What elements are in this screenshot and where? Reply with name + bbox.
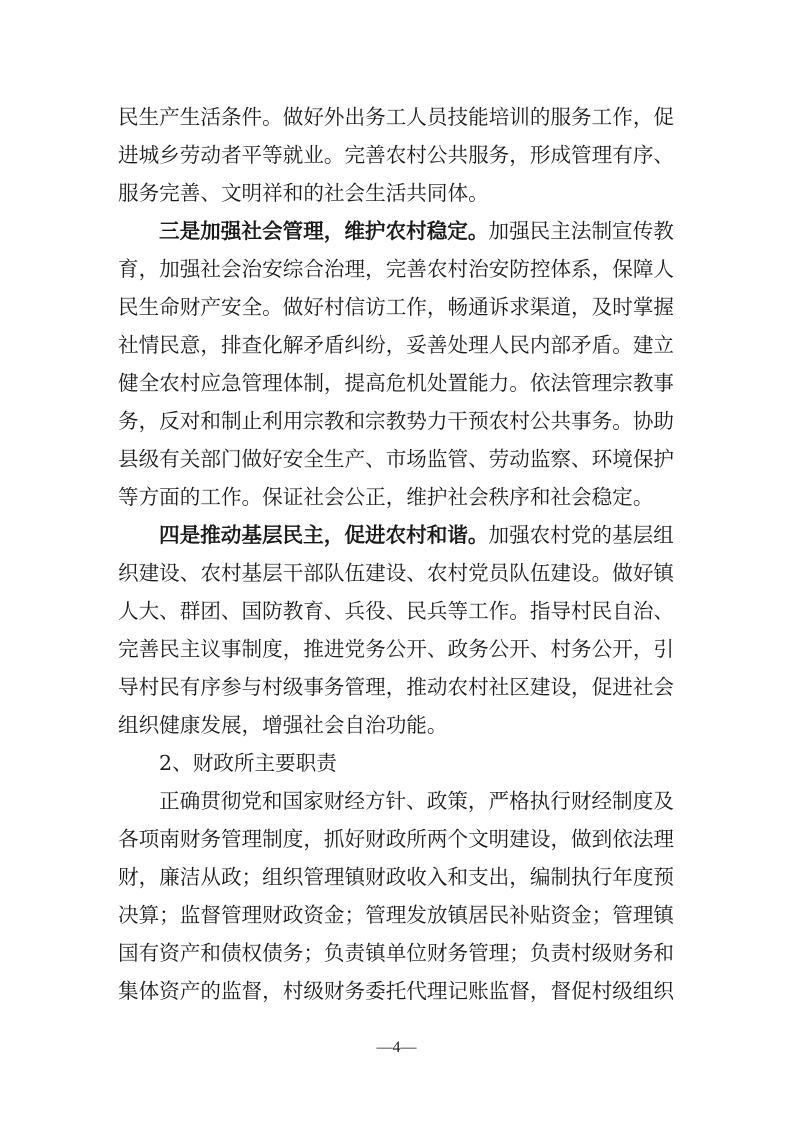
paragraph-stability-text: 加强民主法制宣传教: [488, 219, 674, 243]
page-number: —4—: [376, 1039, 417, 1056]
text-line-20: 各项南财务管理制度，抓好财政所两个文明建设，做到依法理: [118, 827, 675, 851]
text-line-3: 服务完善、文明祥和的社会生活共同体。: [118, 181, 489, 205]
text-line-7: 社情民意，排查化解矛盾纠纷，妥善处理人民内部矛盾。建立: [118, 333, 675, 357]
text-line-10: 县级有关部门做好安全生产、市场监管、劳动监察、环境保护: [118, 447, 675, 471]
section-heading-finance-office: 2、财政所主要职责: [159, 751, 337, 775]
paragraph-heading-stability: 三是加强社会管理，维护农村稳定。: [159, 219, 489, 243]
paragraph-stability-first-line: [118, 212, 678, 250]
text-line-24: 集体资产的监督，村级财务委托代理记账监督，督促村级组织: [118, 979, 675, 1003]
document-body: [118, 98, 678, 1010]
text-line-16: 导村民有序参与村级事务管理，推动农村社区建设，促进社会: [118, 675, 675, 699]
text-line-23: 国有资产和债权债务；负责镇单位财务管理；负责村级财务和: [118, 941, 675, 965]
text-line-9: 务，反对和制止利用宗教和宗教势力干预农村公共事务。协助: [118, 409, 675, 433]
text-line-15: 完善民主议事制度，推进党务公开、政务公开、村务公开，引: [118, 637, 675, 661]
text-line-22: 决算；监督管理财政资金；管理发放镇居民补贴资金；管理镇: [118, 903, 675, 927]
paragraph-democracy-first-line: [118, 516, 678, 554]
text-line-13: 织建设、农村基层干部队伍建设、农村党员队伍建设。做好镇: [118, 561, 675, 585]
paragraph-democracy-text: 加强农村党的基层组: [488, 523, 674, 547]
text-line-2: 进城乡劳动者平等就业。完善农村公共服务，形成管理有序、: [118, 143, 675, 167]
text-line-8: 健全农村应急管理体制，提高危机处置能力。依法管理宗教事: [118, 371, 675, 395]
text-line-19: 正确贯彻党和国家财经方针、政策，严格执行财经制度及: [159, 789, 674, 813]
text-line-21: 财，廉洁从政；组织管理镇财政收入和支出，编制执行年度预: [118, 865, 675, 889]
text-line-5: 育，加强社会治安综合治理，完善农村治安防控体系，保障人: [118, 257, 675, 281]
paragraph-heading-democracy: 四是推动基层民主，促进农村和谐。: [159, 523, 489, 547]
text-line-17: 组织健康发展，增强社会自治功能。: [118, 713, 448, 737]
text-line-14: 人大、群团、国防教育、兵役、民兵等工作。指导村民自治、: [118, 599, 675, 623]
text-line-6: 民生命财产安全。做好村信访工作，畅通诉求渠道，及时掌握: [118, 295, 675, 319]
text-line-11: 等方面的工作。保证社会公正，维护社会秩序和社会稳定。: [118, 485, 654, 509]
text-line-1: 民生产生活条件。做好外出务工人员技能培训的服务工作，促: [118, 105, 675, 129]
